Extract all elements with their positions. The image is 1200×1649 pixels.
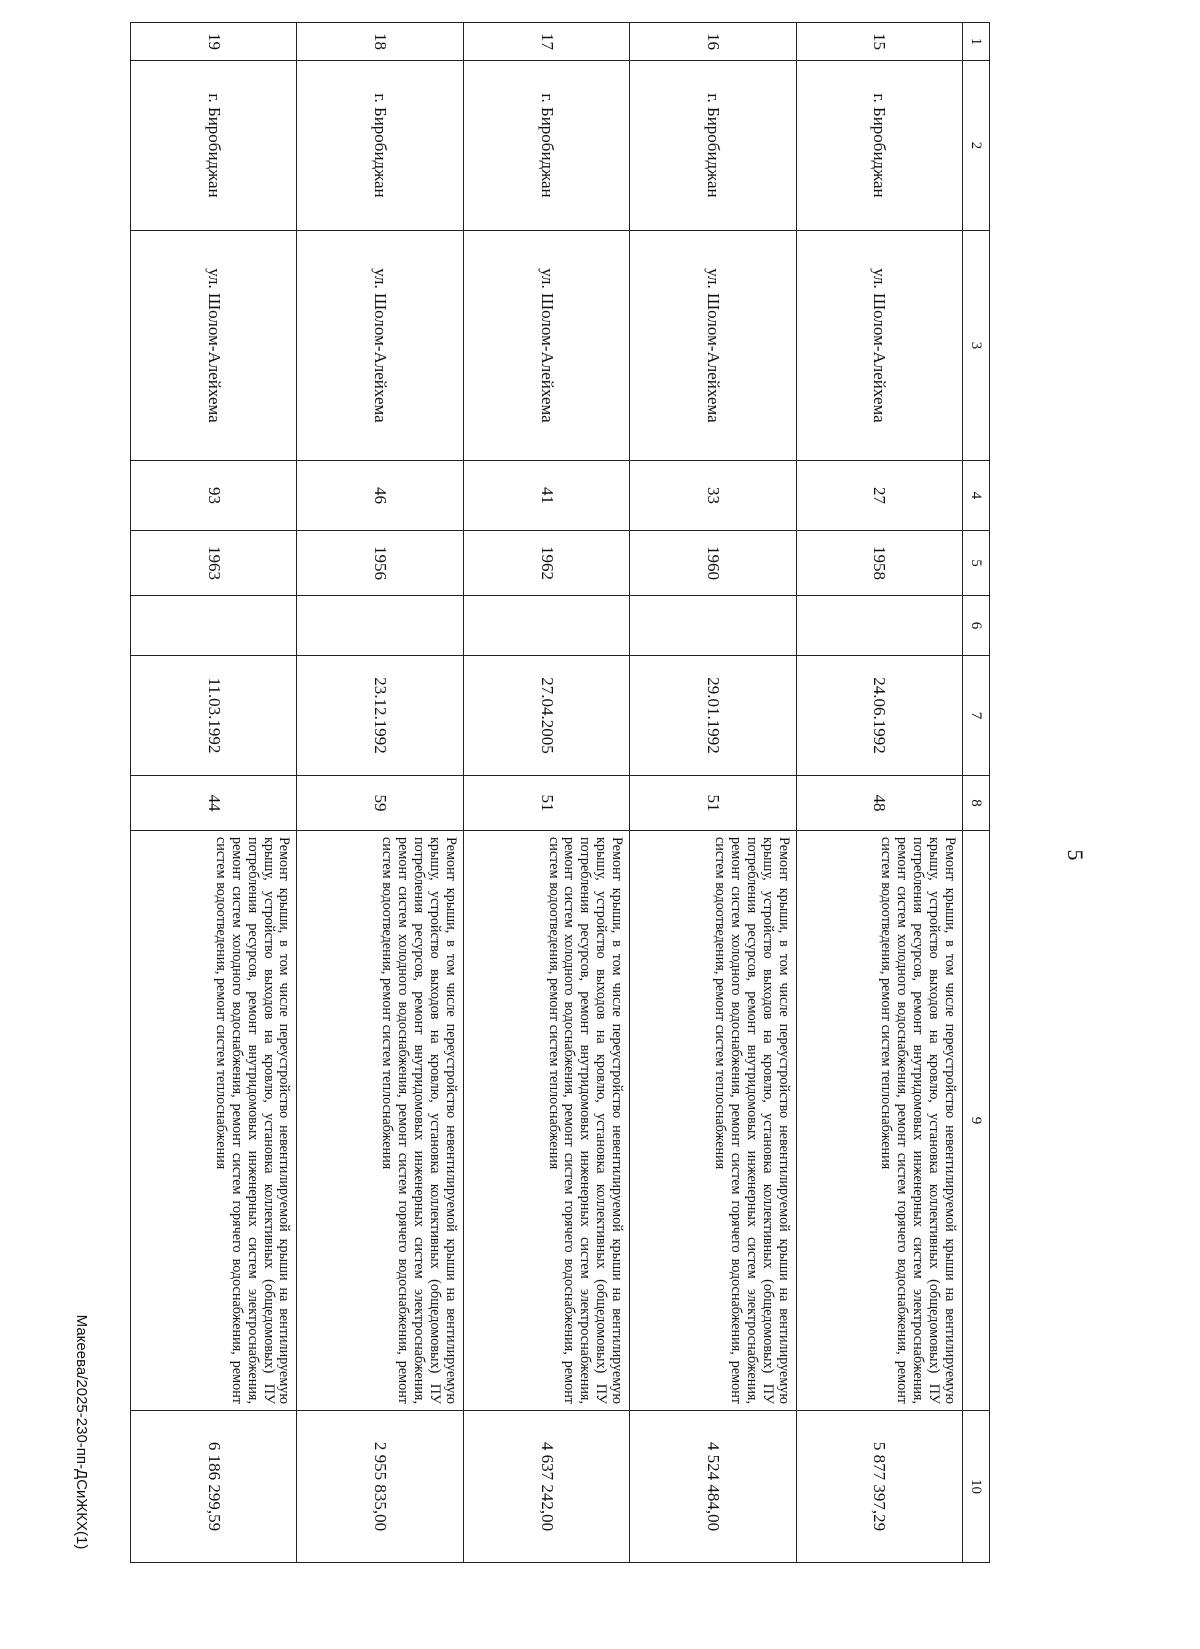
date-cell: 29.01.1992 xyxy=(630,656,796,776)
city-cell: г. Биробиджан xyxy=(630,61,796,231)
header-cell: 10 xyxy=(963,1411,990,1563)
header-cell: 2 xyxy=(963,61,990,231)
date-cell: 24.06.1992 xyxy=(796,656,962,776)
city-cell: г. Биробиджан xyxy=(131,61,297,231)
header-cell: 3 xyxy=(963,231,990,461)
works-description-cell: Ремонт крыши, в том числе переустройство невентилируемой крыши на вентилируемую крышу, устройство выходов на кровлю, установка коллективных (общедомовых) ПУ потребления ресурсов, ремонт внутридомовых инженерных систем электроснабжения, ремонт систем холодного водоснабжения, ремонт систем горячего водоснабжения, ремонт систем водоотведения, ремонт систем теплоснабжения xyxy=(131,831,297,1411)
amount-cell: 4 637 242,00 xyxy=(463,1411,629,1563)
header-cell: 4 xyxy=(963,461,990,531)
street-cell: ул. Шолом-Алейхема xyxy=(463,231,629,461)
street-cell: ул. Шолом-Алейхема xyxy=(630,231,796,461)
amount-cell: 6 186 299,59 xyxy=(131,1411,297,1563)
header-cell: 1 xyxy=(963,23,990,61)
works-description-cell: Ремонт крыши, в том числе переустройство невентилируемой крыши на вентилируемую крышу, устройство выходов на кровлю, установка коллективных (общедомовых) ПУ потребления ресурсов, ремонт внутридомовых инженерных систем электроснабжения, ремонт систем холодного водоснабжения, ремонт систем горячего водоснабжения, ремонт систем водоотведения, ремонт систем теплоснабжения xyxy=(297,831,463,1411)
date-cell: 11.03.1992 xyxy=(131,656,297,776)
year-cell: 1963 xyxy=(131,531,297,596)
header-cell: 9 xyxy=(963,831,990,1411)
row-number: 15 xyxy=(796,23,962,61)
document-code: Макеева/2025-230-пп-ДСиЖКХ(1) xyxy=(73,1314,90,1550)
column-6-cell xyxy=(297,596,463,656)
table-row xyxy=(796,23,962,1563)
column-6-cell xyxy=(131,596,297,656)
year-cell: 1960 xyxy=(630,531,796,596)
house-number-cell: 27 xyxy=(796,461,962,531)
year-cell: 1958 xyxy=(796,531,962,596)
header-cell: 8 xyxy=(963,776,990,831)
house-number-cell: 46 xyxy=(297,461,463,531)
row-number: 19 xyxy=(131,23,297,61)
header-cell: 5 xyxy=(963,531,990,596)
year-cell: 1956 xyxy=(297,531,463,596)
city-cell: г. Биробиджан xyxy=(297,61,463,231)
column-8-cell: 48 xyxy=(796,776,962,831)
column-8-cell: 51 xyxy=(630,776,796,831)
amount-cell: 2 955 835,00 xyxy=(297,1411,463,1563)
row-number: 16 xyxy=(630,23,796,61)
column-6-cell xyxy=(630,596,796,656)
header-cell: 7 xyxy=(963,656,990,776)
street-cell: ул. Шолом-Алейхема xyxy=(297,231,463,461)
works-table xyxy=(130,22,990,1563)
house-number-cell: 93 xyxy=(131,461,297,531)
table-row xyxy=(463,23,629,1563)
date-cell: 27.04.2005 xyxy=(463,656,629,776)
street-cell: ул. Шолом-Алейхема xyxy=(796,231,962,461)
table-row xyxy=(630,23,796,1563)
table-row xyxy=(131,23,297,1563)
date-cell: 23.12.1992 xyxy=(297,656,463,776)
works-description-cell: Ремонт крыши, в том числе переустройство невентилируемой крыши на вентилируемую крышу, устройство выходов на кровлю, установка коллективных (общедомовых) ПУ потребления ресурсов, ремонт внутридомовых инженерных систем электроснабжения, ремонт систем холодного водоснабжения, ремонт систем горячего водоснабжения, ремонт систем водоотведения, ремонт систем теплоснабжения xyxy=(796,831,962,1411)
table-row xyxy=(297,23,463,1563)
header-cell: 6 xyxy=(963,596,990,656)
street-cell: ул. Шолом-Алейхема xyxy=(131,231,297,461)
works-description-cell: Ремонт крыши, в том числе переустройство невентилируемой крыши на вентилируемую крышу, устройство выходов на кровлю, установка коллективных (общедомовых) ПУ потребления ресурсов, ремонт внутридомовых инженерных систем электроснабжения, ремонт систем холодного водоснабжения, ремонт систем горячего водоснабжения, ремонт систем водоотведения, ремонт систем теплоснабжения xyxy=(463,831,629,1411)
year-cell: 1962 xyxy=(463,531,629,596)
house-number-cell: 33 xyxy=(630,461,796,531)
column-8-cell: 51 xyxy=(463,776,629,831)
city-cell: г. Биробиджан xyxy=(796,61,962,231)
city-cell: г. Биробиджан xyxy=(463,61,629,231)
column-6-cell xyxy=(796,596,962,656)
works-description-cell: Ремонт крыши, в том числе переустройство невентилируемой крыши на вентилируемую крышу, устройство выходов на кровлю, установка коллективных (общедомовых) ПУ потребления ресурсов, ремонт внутридомовых инженерных систем электроснабжения, ремонт систем холодного водоснабжения, ремонт систем горячего водоснабжения, ремонт систем водоотведения, ремонт систем теплоснабжения xyxy=(630,831,796,1411)
column-8-cell: 59 xyxy=(297,776,463,831)
table-container xyxy=(130,22,990,1562)
table-header-row xyxy=(963,23,990,1563)
column-6-cell xyxy=(463,596,629,656)
row-number: 17 xyxy=(463,23,629,61)
amount-cell: 5 877 397,29 xyxy=(796,1411,962,1563)
row-number: 18 xyxy=(297,23,463,61)
house-number-cell: 41 xyxy=(463,461,629,531)
page-number: 5 xyxy=(1063,849,1088,861)
column-8-cell: 44 xyxy=(131,776,297,831)
amount-cell: 4 524 484,00 xyxy=(630,1411,796,1563)
